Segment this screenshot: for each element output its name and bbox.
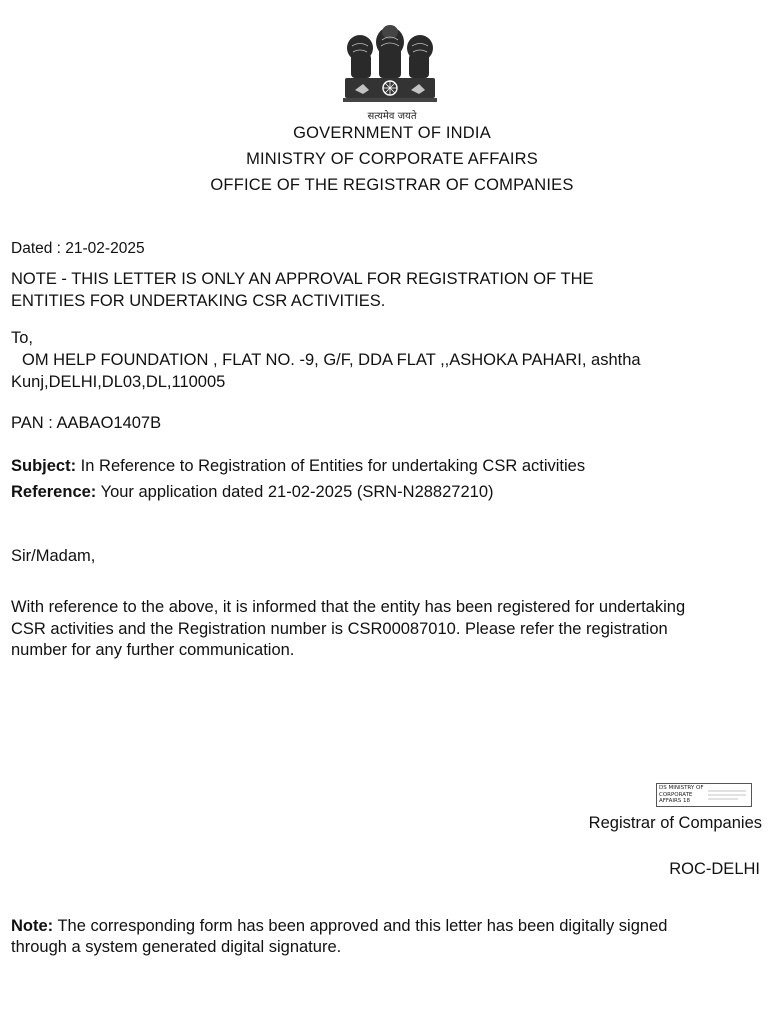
stamp-line-2: CORPORATE — [659, 791, 693, 798]
stamp-line-1: DS MINISTRY OF — [659, 785, 704, 791]
body-line-1: With reference to the above, it is informed that the entity has been registered for undertaking — [11, 598, 686, 616]
pan-number: PAN : AABAO1407B — [11, 414, 162, 432]
reference-label: Reference: — [11, 483, 97, 501]
body-line-3: number for any further communication. — [11, 641, 295, 659]
letter-date: Dated : 21-02-2025 — [11, 240, 145, 257]
subject-text: In Reference to Registration of Entities for undertaking CSR activities — [76, 457, 586, 475]
signature-mark-icon — [708, 787, 748, 801]
approval-note-line-2: ENTITIES FOR UNDERTAKING CSR ACTIVITIES. — [11, 292, 386, 310]
reference-line — [11, 481, 494, 503]
salutation: Sir/Madam, — [11, 547, 96, 565]
footer-note-line-2: through a system generated digital signature. — [11, 938, 342, 956]
footer-note-line-1 — [11, 915, 667, 937]
body-line-2: CSR activities and the Registration number is CSR00087010. Please refer the registration — [11, 620, 668, 638]
emblem-motto: सत्यमेव जयते — [367, 111, 417, 122]
digital-signature-stamp — [656, 783, 752, 807]
reference-text: Your application dated 21-02-2025 (SRN-N28827210) — [96, 483, 494, 501]
recipient-address-line-2: Kunj,DELHI,DL03,DL,110005 — [11, 373, 226, 391]
subject-line — [11, 455, 585, 477]
header-government: GOVERNMENT OF INDIA — [293, 124, 491, 142]
footer-note-text-1: The corresponding form has been approved and this letter has been digitally signed — [53, 917, 668, 935]
subject-label: Subject: — [11, 457, 77, 475]
registrar-title: Registrar of Companies — [588, 814, 762, 832]
footer-note-label: Note: — [11, 917, 54, 935]
stamp-line-3: AFFAIRS 18 — [659, 798, 691, 804]
header-ministry: MINISTRY OF CORPORATE AFFAIRS — [246, 150, 538, 168]
recipient-address-line-1: OM HELP FOUNDATION , FLAT NO. -9, G/F, DDA FLAT ,,ASHOKA PAHARI, ashtha — [22, 351, 641, 369]
recipient-to: To, — [11, 329, 34, 347]
header-office: OFFICE OF THE REGISTRAR OF COMPANIES — [210, 176, 574, 194]
approval-note-line-1: NOTE - THIS LETTER IS ONLY AN APPROVAL FOR REGISTRATION OF THE — [11, 270, 594, 288]
roc-office: ROC-DELHI — [669, 860, 760, 878]
